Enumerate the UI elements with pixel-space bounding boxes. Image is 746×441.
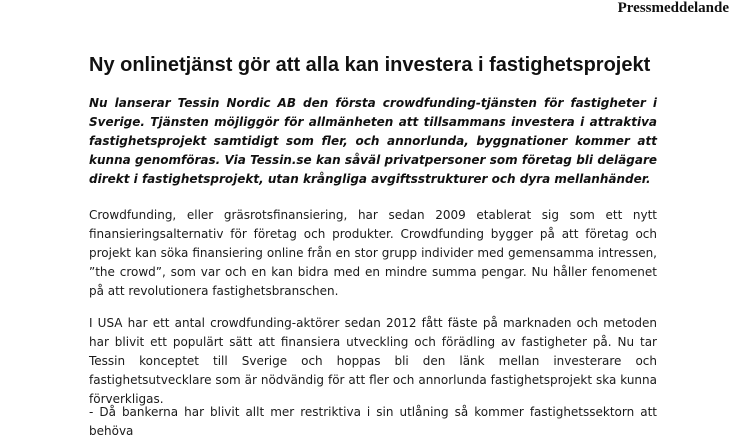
body-paragraph-3: - Då bankerna har blivit allt mer restriktiva i sin utlåning så kommer fastighetssektorn att behöva (89, 405, 657, 438)
lead-paragraph: Nu lanserar Tessin Nordic AB den första crowdfunding-tjänsten för fastigheter i Sverige. Tjänsten möjliggör för allmänheten att tillsammans investera i attraktiva fastighetsprojekt samtidigt som fler, och annorlunda, byggnationer kommer att kunna genomföras. Via Tessin.se kan såväl privatpersoner som företag bli delägare direkt i fastighetsprojekt, utan krångliga avgiftsstrukturer och dyra mellanhänder. (89, 96, 657, 186)
body-paragraph-2: I USA har ett antal crowdfunding-aktörer sedan 2012 fått fäste på marknaden och metoden har blivit ett populärt sätt att finansiera utveckling och förädling av fastigheter på. Nu tar Tessin konceptet till Sverige och hoppas bli den länk mellan investerare och fastighetsutvecklare som är nödvändig för att fler och annorlunda fastighetsprojekt ska kunna förverkligas. (89, 316, 657, 406)
document-type-label: Pressmeddelande (617, 0, 729, 16)
body-paragraph-1: Crowdfunding, eller gräsrotsfinansiering, har sedan 2009 etablerat sig som ett nytt finansieringsalternativ för företag och produkter. Crowdfunding bygger på att företag och projekt kan söka finansiering online från en stor grupp individer med gemensamma intressen, ”the crowd”, som var och en kan bidra med en mindre summa pengar. Nu håller fenomenet på att revolutionera fastighetsbranschen. (89, 208, 657, 298)
headline: Ny onlinetjänst gör att alla kan investera i fastighetsprojekt (89, 54, 651, 76)
